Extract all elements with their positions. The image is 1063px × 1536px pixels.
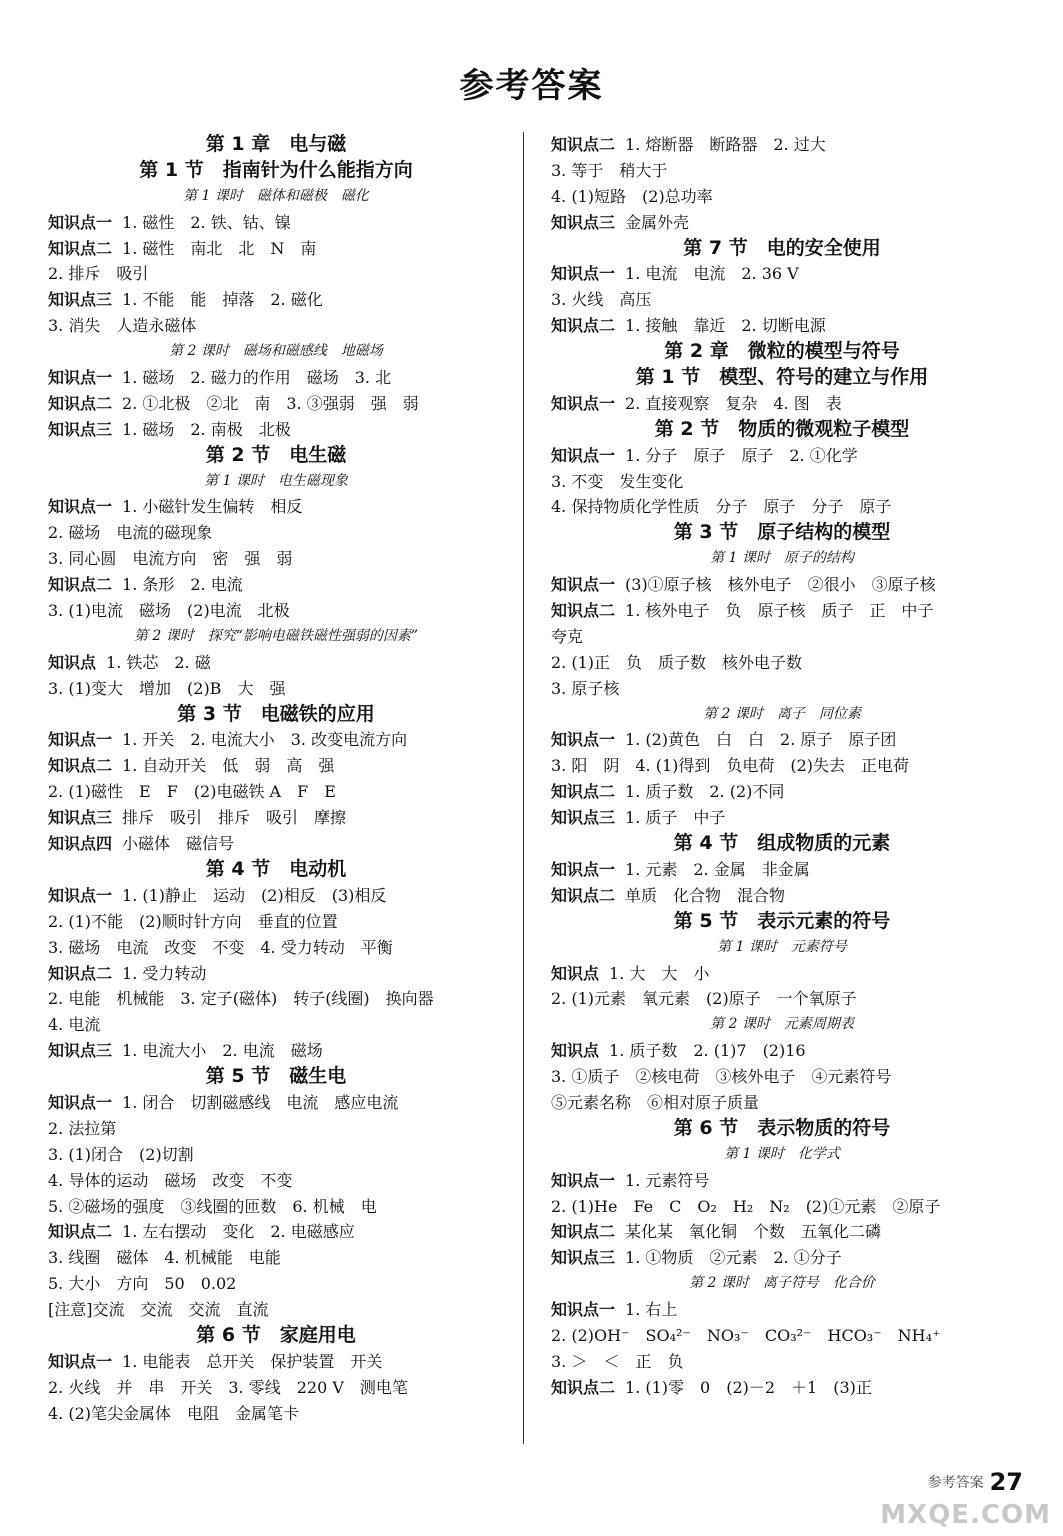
lesson-heading [551,1142,1013,1168]
answer-text: 1. (1)静止 运动 (2)相反 (3)相反 [122,885,387,905]
answer-text: 1. 质子 中子 [625,808,726,828]
answer-text: 3. ＞ ＜ 正 负 [551,1351,684,1371]
answer-line [48,546,504,572]
knowledge-point-label: 知识点一 [48,1351,113,1371]
lesson-heading [551,702,1013,728]
chapter-heading [48,132,504,158]
answer-line [551,1323,1013,1349]
answer-text: 2. (2)OH⁻ SO₄²⁻ NO₃⁻ CO₃²⁻ HCO₃⁻ NH₄⁺ [551,1325,941,1345]
answer-line [48,1401,504,1427]
answer-text: 某化某 氧化铜 个数 五氧化二磷 [625,1222,882,1242]
answer-text: 1. 熔断器 断路器 2. 过大 [625,135,826,154]
page-title: 参考答案 [459,66,604,106]
answer-line [48,313,504,339]
column-divider [523,132,524,1444]
answer-line [48,1245,504,1271]
knowledge-point-label: 知识点一 [551,859,616,879]
answer-line [48,598,504,624]
answer-line [48,210,504,236]
section-heading [551,831,1013,857]
answer-text: 3. (1)闭合 (2)切割 [48,1144,194,1164]
answer-line [48,1194,504,1220]
knowledge-point-label: 知识点一 [551,730,616,750]
answer-line [48,1168,504,1194]
page-footer [928,1468,1023,1496]
answer-text: 第 3 节 电磁铁的应用 [177,702,375,725]
answer-line [48,417,504,443]
section-heading [48,1064,504,1090]
knowledge-point-label: 知识点一 [48,368,113,388]
knowledge-point-label: 知识点二 [48,575,113,595]
answer-line [551,391,1013,417]
answer-text: 1. 分子 原子 原子 2. ①化学 [625,445,858,465]
answer-text: 2. 排斥 吸引 [48,264,149,284]
answer-line [551,961,1013,987]
answer-text: 第 1 章 电与磁 [205,133,347,155]
section-heading [551,417,1013,443]
answer-text: 第 1 课时 元素符号 [717,938,847,955]
answer-line [48,287,504,313]
lesson-heading [48,624,504,650]
answer-text: 1. 电能表 总开关 保护装置 开关 [122,1351,383,1371]
answer-line [551,261,1013,287]
answer-text: 1. 质子数 2. (1)7 (2)16 [609,1041,806,1061]
knowledge-point-label: 知识点三 [551,808,616,828]
knowledge-point-label: 知识点二 [551,601,616,621]
answer-text: 1. 不能 能 掉落 2. 磁化 [122,290,323,310]
answer-text: 1. 左右摆动 变化 2. 电磁感应 [122,1222,355,1242]
answer-line [551,805,1013,831]
answer-text: 第 2 章 微粒的模型与符号 [664,340,900,363]
knowledge-point-label: 知识点一 [48,212,113,232]
knowledge-point-label: 知识点一 [551,575,616,595]
answer-text: 排斥 吸引 排斥 吸引 摩擦 [122,808,347,828]
section-heading [48,857,504,883]
answer-text: 第 2 课时 元素周期表 [710,1016,854,1033]
answer-line [551,313,1013,339]
answer-text: 第 2 课时 离子 同位素 [703,705,861,722]
answer-line [48,753,504,779]
knowledge-point-label: 知识点三 [48,808,113,828]
answer-text: 第 7 节 电的安全使用 [683,236,881,259]
answer-line [48,1116,504,1142]
answer-line [551,857,1013,883]
answer-text: 3. 消失 人造永磁体 [48,316,197,336]
answer-text: 2. 火线 并 串 开关 3. 零线 220 V 测电笔 [48,1377,408,1397]
answer-text: 4. (2)笔尖金属体 电阻 金属笔卡 [48,1403,300,1423]
answer-line [48,261,504,287]
answer-line [48,805,504,831]
answer-line [551,1375,1013,1401]
footer-label: 参考答案 [927,1475,984,1491]
knowledge-point-label: 知识点二 [551,1222,616,1242]
answer-text: 1. 受力转动 [122,963,207,983]
lesson-heading [48,469,504,495]
knowledge-point-label: 知识点二 [551,885,616,905]
knowledge-point-label: 知识点二 [48,393,113,413]
answer-text: 第 1 课时 化学式 [724,1145,840,1162]
knowledge-point-label: 知识点二 [48,238,113,258]
answer-text: 第 6 节 表示物质的符号 [673,1116,891,1139]
answer-text: 3. 火线 高压 [551,290,652,310]
answer-text: 2. (1)元素 氧元素 (2)原子 一个氧原子 [551,989,857,1009]
answer-text: 1. (2)黄色 白 白 2. 原子 原子团 [625,730,897,750]
knowledge-point-label: 知识点三 [48,290,113,310]
answer-line [48,1375,504,1401]
answer-line [551,676,1013,702]
knowledge-point-label: 知识点一 [551,264,616,284]
answer-line [551,1090,1013,1116]
answer-text: 3. 阳 阴 4. (1)得到 负电荷 (2)失去 正电荷 [551,756,910,776]
answer-text: (3)①原子核 核外电子 ②很小 ③原子核 [625,575,936,595]
section-heading [551,1116,1013,1142]
answer-line [551,624,1013,650]
answer-line [551,184,1013,210]
knowledge-point-label: 知识点一 [551,393,616,413]
answer-line [551,883,1013,909]
section-heading [48,443,504,469]
answer-line [48,1038,504,1064]
answer-line [551,210,1013,236]
answer-text: 1. 磁性 2. 铁、钴、镍 [122,212,291,232]
answer-text: 金属外壳 [625,212,690,232]
answer-line [48,986,504,1012]
answer-text: 1. 接触 靠近 2. 切断电源 [625,316,826,336]
answer-line [551,1245,1013,1271]
answer-text: 第 2 课时 探究“影响电磁铁磁性强弱的因素” [133,627,419,644]
answer-line [48,1219,504,1245]
knowledge-point-label: 知识点二 [551,135,616,154]
answer-text: 第 1 课时 原子的结构 [710,550,854,567]
answer-text: 3. (1)电流 磁场 (2)电流 北极 [48,601,290,621]
answer-line [551,287,1013,313]
answer-text: 第 6 节 家庭用电 [196,1323,356,1346]
knowledge-point-label: 知识点三 [551,212,616,232]
answer-text: 3. 不变 发生变化 [551,471,684,491]
answer-text: 1. 磁场 2. 南极 北极 [122,419,291,439]
answer-text: 1. 磁场 2. 磁力的作用 磁场 3. 北 [122,368,392,388]
answer-line [551,572,1013,598]
answer-text: 3. 同心圆 电流方向 密 强 弱 [48,549,293,569]
answer-text: 第 1 节 模型、符号的建立与作用 [635,366,929,389]
knowledge-point-label: 知识点一 [48,885,113,905]
lesson-heading [551,935,1013,961]
answer-text: 2. (1)不能 (2)顺时针方向 垂直的位置 [48,911,338,931]
knowledge-point-label: 知识点二 [551,316,616,336]
answer-line [551,986,1013,1012]
answer-text: 4. 导体的运动 磁场 改变 不变 [48,1170,293,1190]
answer-line [48,961,504,987]
knowledge-point-label: 知识点一 [48,497,113,517]
knowledge-point-label: 知识点三 [551,1248,616,1268]
answer-text: 1. 小磁针发生偏转 相反 [122,497,303,517]
chapter-heading [551,339,1013,365]
section-heading [48,1323,504,1349]
knowledge-point-label: 知识点一 [551,1170,616,1190]
knowledge-point-label: 知识点二 [48,756,113,776]
answer-line [551,650,1013,676]
lesson-heading [551,546,1013,572]
answer-line [48,365,504,391]
lesson-heading [551,1271,1013,1297]
answer-text: 2. (1)正 负 质子数 核外电子数 [551,652,803,672]
answer-text: 2. 法拉第 [48,1118,117,1138]
answer-line [48,572,504,598]
answer-text: 第 3 节 原子结构的模型 [673,521,891,544]
answer-line [48,1271,504,1297]
answer-text: 1. 磁性 南北 北 N 南 [122,238,317,258]
answer-text: 1. 大 大 小 [609,963,710,983]
answer-text: ⑤元素名称 ⑥相对原子质量 [551,1092,760,1112]
answer-text: 1. 铁芯 2. 磁 [106,652,211,672]
answer-text: 1. 元素 2. 金属 非金属 [625,859,810,879]
answer-text: 第 2 课时 磁场和磁感线 地磁场 [169,343,383,360]
answer-line [551,1064,1013,1090]
knowledge-point-label: 知识点一 [48,730,113,750]
knowledge-point-label: 知识点 [551,963,600,983]
answer-line [48,727,504,753]
answer-line [551,598,1013,624]
answer-line [48,676,504,702]
answer-text: 2. ①北极 ②北 南 3. ③强弱 强 弱 [122,393,419,413]
lesson-heading [551,1012,1013,1038]
answer-text: 第 5 节 磁生电 [205,1065,347,1088]
answer-text: 第 4 节 组成物质的元素 [673,832,891,855]
answer-text: 4. (1)短路 (2)总功率 [551,186,713,206]
answer-text: 2. 电能 机械能 3. 定子(磁体) 转子(线圈) 换向器 [48,989,434,1009]
answer-line [551,1219,1013,1245]
section-heading [551,520,1013,546]
answer-text: 3. 等于 稍大于 [551,160,668,180]
answer-text: 1. 自动开关 低 弱 高 强 [122,756,335,776]
answer-line [551,1349,1013,1375]
answer-text: 第 1 节 指南针为什么能指方向 [139,158,413,181]
answer-line [48,779,504,805]
answer-text: 夸克 [551,626,584,646]
answer-text: 2. 磁场 电流的磁现象 [48,523,213,543]
knowledge-point-label: 知识点 [551,1041,600,1061]
answer-text: 1. ①物质 ②元素 2. ①分子 [625,1248,842,1268]
answer-text: [注意]交流 交流 交流 直流 [48,1300,269,1320]
answer-line [551,727,1013,753]
answer-text: 小磁体 磁信号 [122,834,235,854]
knowledge-point-label: 知识点一 [551,1300,616,1320]
answer-text: 1. (1)零 0 (2)－2 ＋1 (3)正 [625,1377,872,1397]
answer-line [551,1038,1013,1064]
answer-text: 第 1 课时 电生磁现象 [204,472,348,489]
answer-text: 1. 开关 2. 电流大小 3. 改变电流方向 [122,730,408,750]
answer-line [48,909,504,935]
answer-line [551,443,1013,469]
section-heading [551,909,1013,935]
answer-line [48,1012,504,1038]
answer-line [551,494,1013,520]
answer-line [551,1297,1013,1323]
answer-text: 第 4 节 电动机 [205,857,347,880]
answer-line [48,883,504,909]
right-column [551,132,1013,1401]
answer-line [48,1142,504,1168]
answer-line [551,132,1013,158]
answer-line [48,236,504,262]
answer-line [48,1349,504,1375]
answer-text: 3. 线圈 磁体 4. 机械能 电能 [48,1248,281,1268]
answer-text: 第 2 课时 离子符号 化合价 [689,1275,875,1292]
knowledge-point-label: 知识点二 [551,782,616,802]
answer-text: 第 2 节 电生磁 [205,443,347,466]
answer-text: 1. 条形 2. 电流 [122,575,243,595]
answer-line [48,1090,504,1116]
lesson-heading [48,339,504,365]
answer-text: 3. (1)变大 增加 (2)B 大 强 [48,678,286,698]
answer-text: 4. 电流 [48,1015,101,1035]
answer-text: 第 1 课时 磁体和磁极 磁化 [183,187,369,204]
knowledge-point-label: 知识点一 [48,1092,113,1112]
section-heading [48,158,504,184]
page-number: 27 [989,1468,1023,1496]
answer-text: 5. ②磁场的强度 ③线圈的匝数 6. 机械 电 [48,1196,377,1216]
answer-text: 1. 右上 [625,1300,678,1320]
knowledge-point-label: 知识点三 [48,1041,113,1061]
answer-text: 1. 闭合 切割磁感线 电流 感应电流 [122,1092,399,1112]
answer-line [48,831,504,857]
knowledge-point-label: 知识点二 [48,1222,113,1242]
answer-line [551,1168,1013,1194]
answer-text: 3. 磁场 电流 改变 不变 4. 受力转动 平衡 [48,937,393,957]
knowledge-point-label: 知识点一 [551,445,616,465]
answer-text: 单质 化合物 混合物 [625,885,786,905]
answer-text: 第 2 节 物质的微观粒子模型 [654,417,910,440]
answer-text: 2. 直接观察 复杂 4. 图 表 [625,393,842,413]
answer-text: 1. 元素符号 [625,1170,710,1190]
answer-text: 4. 保持物质化学性质 分子 原子 分子 原子 [551,497,892,517]
answer-line [551,469,1013,495]
knowledge-point-label: 知识点四 [48,834,113,854]
answer-text: 1. 电流大小 2. 电流 磁场 [122,1041,323,1061]
knowledge-point-label: 知识点二 [551,1377,616,1397]
answer-text: 1. 核外电子 负 原子核 质子 正 中子 [625,601,934,621]
knowledge-point-label: 知识点 [48,652,97,672]
watermark: MXQE.COM [880,1500,1051,1530]
left-column [48,132,504,1427]
answer-line [48,520,504,546]
answer-text: 第 5 节 表示元素的符号 [673,909,891,932]
answer-line [48,391,504,417]
answer-text: 1. 质子数 2. (2)不同 [625,782,785,802]
answer-text: 3. 原子核 [551,678,620,698]
answer-text: 2. (1)磁性 E F (2)电磁铁 A F E [48,782,336,802]
answer-line [551,1194,1013,1220]
answer-line [551,753,1013,779]
knowledge-point-label: 知识点三 [48,419,113,439]
answer-text: 2. (1)He Fe C O₂ H₂ N₂ (2)①元素 ②原子 [551,1196,941,1216]
answer-line [48,935,504,961]
answer-line [48,1297,504,1323]
answer-line [551,779,1013,805]
answer-line [48,494,504,520]
answer-line [48,650,504,676]
answer-line [551,158,1013,184]
answer-text: 1. 电流 电流 2. 36 V [625,264,799,284]
section-heading [551,365,1013,391]
lesson-heading [48,184,504,210]
answer-text: 3. ①质子 ②核电荷 ③核外电子 ④元素符号 [551,1067,892,1087]
section-heading [48,702,504,728]
section-heading [551,236,1013,262]
knowledge-point-label: 知识点二 [48,963,113,983]
answer-text: 5. 大小 方向 50 0.02 [48,1274,237,1294]
